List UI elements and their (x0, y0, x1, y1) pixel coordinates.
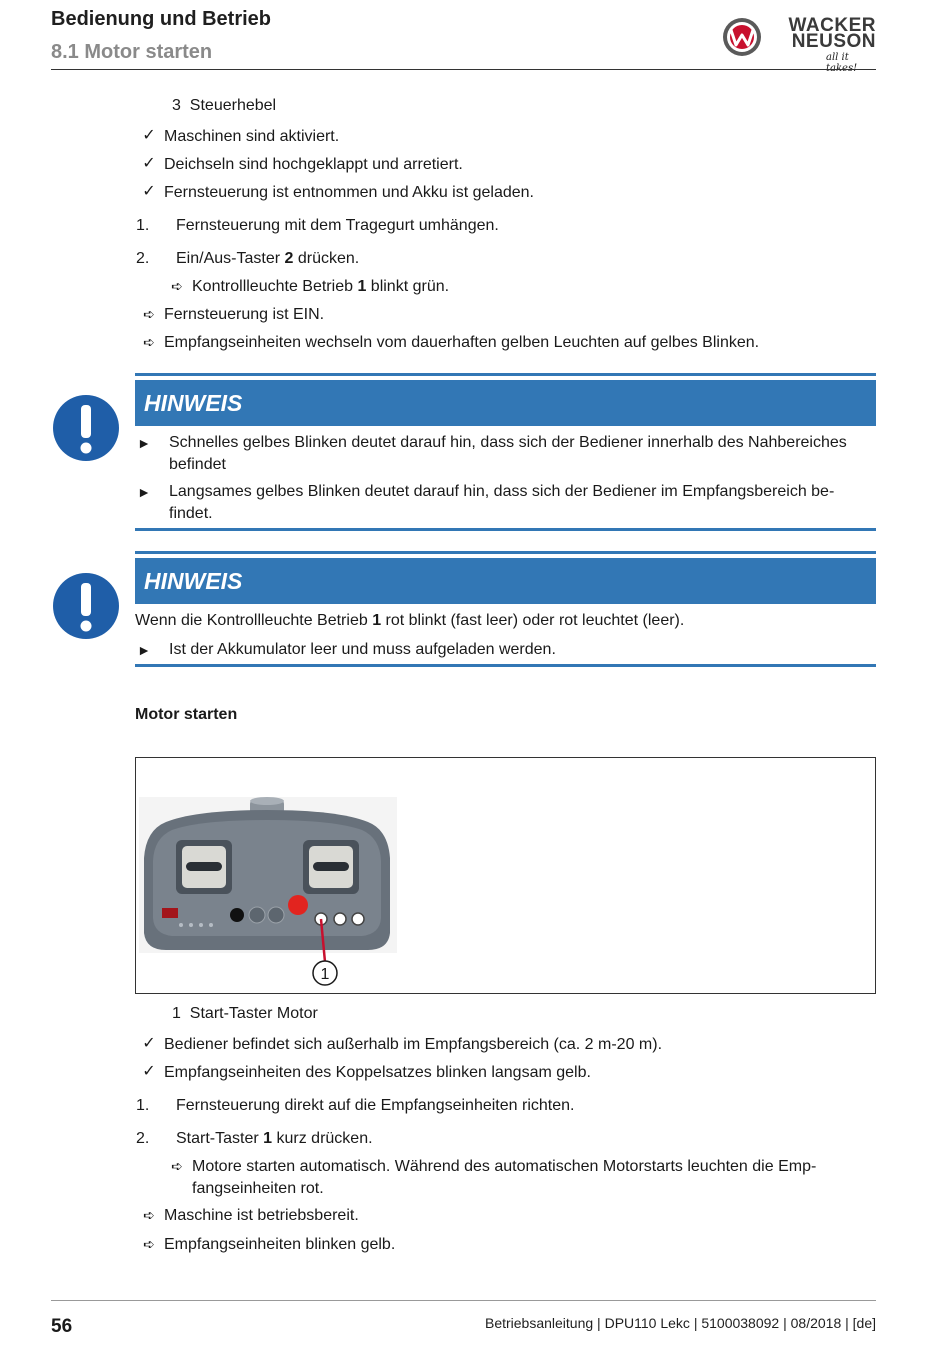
figure-callout: 1 (320, 966, 330, 983)
notice-title: HINWEIS (144, 390, 243, 416)
bullet-icon: ► (137, 484, 151, 500)
footer-divider (51, 1300, 876, 1301)
notice-item: Langsames gelbes Blinken deutet darauf hin, dass sich der Bediener im Empfangsbereich be- (169, 483, 835, 500)
result-arrow-icon: ➪ (143, 334, 155, 350)
result-item: Maschine ist betriebsbereit. (164, 1207, 359, 1224)
figure-legend-item: 1 Start-Taster Motor (172, 1005, 318, 1022)
notice-bottom-rule (135, 664, 876, 667)
notice-item: Schnelles gelbes Blinken deutet darauf hin, dass sich der Bediener innerhalb des Nahbereiches (169, 434, 847, 451)
result-arrow-icon: ➪ (171, 1158, 183, 1174)
step-text: Fernsteuerung direkt auf die Empfangseinheiten richten. (176, 1097, 575, 1114)
notice-bottom-rule (135, 528, 876, 531)
step-text: Start-Taster 1 kurz drücken. (176, 1130, 373, 1147)
result-arrow-icon: ➪ (171, 278, 183, 294)
check-icon: ✓ (142, 127, 156, 144)
result-item: Empfangseinheiten blinken gelb. (164, 1236, 396, 1253)
step-result-continued: fangseinheiten rot. (192, 1180, 324, 1197)
bullet-icon: ► (137, 642, 151, 658)
notice-title-bar (135, 558, 876, 604)
step-text: Fernsteuerung mit dem Tragegurt umhängen. (176, 217, 499, 234)
prerequisite-item: Bediener befindet sich außerhalb im Empfangsbereich (ca. 2 m-20 m). (164, 1036, 663, 1053)
step-number: 2. (136, 1130, 150, 1147)
result-arrow-icon: ➪ (143, 1207, 155, 1223)
chapter-title: Bedienung und Betrieb (51, 8, 271, 30)
notice-item-continued: befindet (169, 456, 226, 473)
subheading: Motor starten (135, 706, 238, 723)
logo-tagline: all it (826, 52, 849, 63)
result-arrow-icon: ➪ (143, 1236, 155, 1252)
prerequisite-item: Empfangseinheiten des Koppelsatzes blinken langsam gelb. (164, 1064, 591, 1081)
figure-legend-item: 3 Steuerhebel (172, 97, 277, 114)
notice-text: Wenn die Kontrollleuchte Betrieb 1 rot blinkt (fast leer) oder rot leuchtet (leer). (135, 612, 685, 629)
notice-title-bar (135, 380, 876, 426)
page-number: 56 (51, 1316, 73, 1337)
prerequisite-item: Fernsteuerung ist entnommen und Akku ist geladen. (164, 184, 534, 201)
footer-document-info: Betriebsanleitung | DPU110 Lekc | 5100038092 | 08/2018 | [de] (484, 1315, 876, 1331)
step-number: 1. (136, 1097, 150, 1114)
check-icon: ✓ (142, 1035, 156, 1052)
notice-top-rule (135, 373, 876, 376)
mandatory-action-icon (50, 392, 122, 464)
result-item: Fernsteuerung ist EIN. (164, 306, 325, 323)
mandatory-action-icon (50, 570, 122, 642)
step-result: Kontrollleuchte Betrieb 1 blinkt grün. (192, 278, 450, 295)
section-title: 8.1 Motor starten (51, 41, 213, 63)
logo-wordmark: WACKER NEUSON (788, 15, 876, 52)
step-result: Motore starten automatisch. Während des automatischen Motorstarts leuchten die Emp- (192, 1158, 817, 1175)
step-number: 1. (136, 217, 150, 234)
bullet-icon: ► (137, 435, 151, 451)
remote-control-illustration (136, 758, 877, 995)
prerequisite-item: Deichseln sind hochgeklappt und arretiert. (164, 156, 463, 173)
check-icon: ✓ (142, 155, 156, 172)
step-text: Ein/Aus-Taster 2 drücken. (176, 250, 360, 267)
notice-title: HINWEIS (144, 568, 243, 594)
header-divider (51, 69, 876, 70)
check-icon: ✓ (142, 183, 156, 200)
result-arrow-icon: ➪ (143, 306, 155, 322)
step-number: 2. (136, 250, 150, 267)
notice-top-rule (135, 551, 876, 554)
check-icon: ✓ (142, 1063, 156, 1080)
prerequisite-item: Maschinen sind aktiviert. (164, 128, 340, 145)
wacker-neuson-logo (722, 14, 880, 66)
result-item: Empfangseinheiten wechseln vom dauerhaften gelben Leuchten auf gelbes Blinken. (164, 334, 760, 351)
notice-item: Ist der Akkumulator leer und muss aufgeladen werden. (169, 641, 556, 658)
wacker-neuson-emblem-icon (722, 17, 762, 57)
figure-frame (135, 757, 876, 994)
notice-item-continued: findet. (169, 505, 213, 522)
